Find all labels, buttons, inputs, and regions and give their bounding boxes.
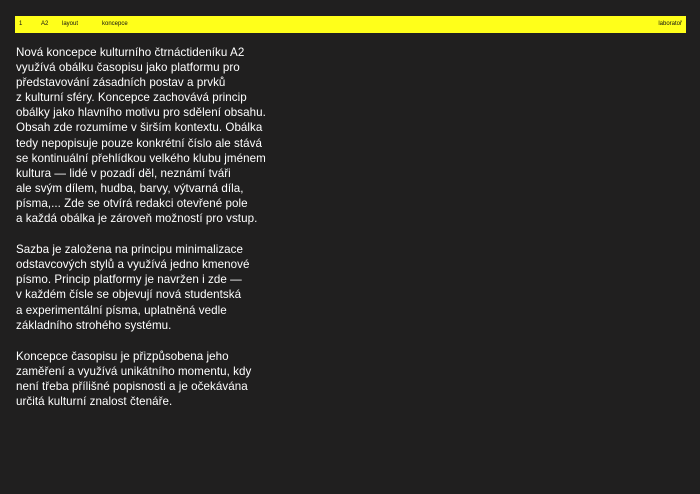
text-line: se kontinuální přehlídkou velkého klubu jménem — [16, 151, 266, 165]
text-line: využívá obálku časopisu jako platformu pro — [16, 61, 240, 75]
text-line: tedy nepopisuje pouze konkrétní číslo ale stává — [16, 136, 262, 150]
paragraph-typesetting — [16, 242, 346, 333]
nav-item-issue[interactable]: A2 — [41, 21, 49, 27]
text-line: Koncepce časopisu je přizpůsobena jeho — [16, 349, 229, 363]
nav-item-layout[interactable]: layout — [62, 21, 79, 27]
paragraph-cover-concept — [16, 45, 346, 226]
paragraph-magazine-focus — [16, 349, 346, 409]
text-line: písmo. Princip platformy je navržen i zde — — [16, 273, 242, 287]
text-line: kultura — lidé v pozadí děl, neznámí tváři — [16, 166, 231, 180]
nav-item-number[interactable]: 1 — [19, 21, 23, 27]
text-line: není třeba přílišné popisnosti a je očekávána — [16, 379, 248, 393]
text-line: z kulturní sféry. Koncepce zachovává princip — [16, 91, 247, 105]
text-line: obálky jako hlavního motivu pro sdělení obsahu. — [16, 106, 266, 120]
text-line: určitá kulturní znalost čtenáře. — [16, 394, 173, 408]
text-line: v každém čísle se objevují nová studentská — [16, 288, 242, 302]
concept-text — [16, 45, 346, 425]
text-line: Sazba je založena na principu minimalizace — [16, 243, 244, 257]
text-line: ale svým dílem, hudba, barvy, výtvarná díla, — [16, 181, 244, 195]
text-line: základního strohého systému. — [16, 318, 172, 332]
text-line: zaměření a využívá unikátního momentu, kdy — [16, 364, 252, 378]
text-line: a každá obálka je zároveň možností pro vstup. — [16, 212, 258, 226]
text-line: Nová koncepce kulturního čtrnáctideníku A2 — [16, 46, 245, 59]
nav-item-concept[interactable]: koncepce — [102, 21, 128, 27]
text-line: odstavcových stylů a využívá jedno kmenové — [16, 258, 250, 272]
text-line: Obsah zde rozumíme v širším kontextu. Obálka — [16, 121, 263, 135]
text-line: písma,... Zde se otvírá redakci otevřené pole — [16, 196, 248, 210]
text-line: a experimentální písma, uplatněná vedle — [16, 303, 227, 317]
text-line: představování zásadních postav a prvků — [16, 76, 226, 90]
nav-item-lab[interactable]: laboratoř — [658, 21, 682, 27]
top-nav-bar — [15, 16, 686, 33]
